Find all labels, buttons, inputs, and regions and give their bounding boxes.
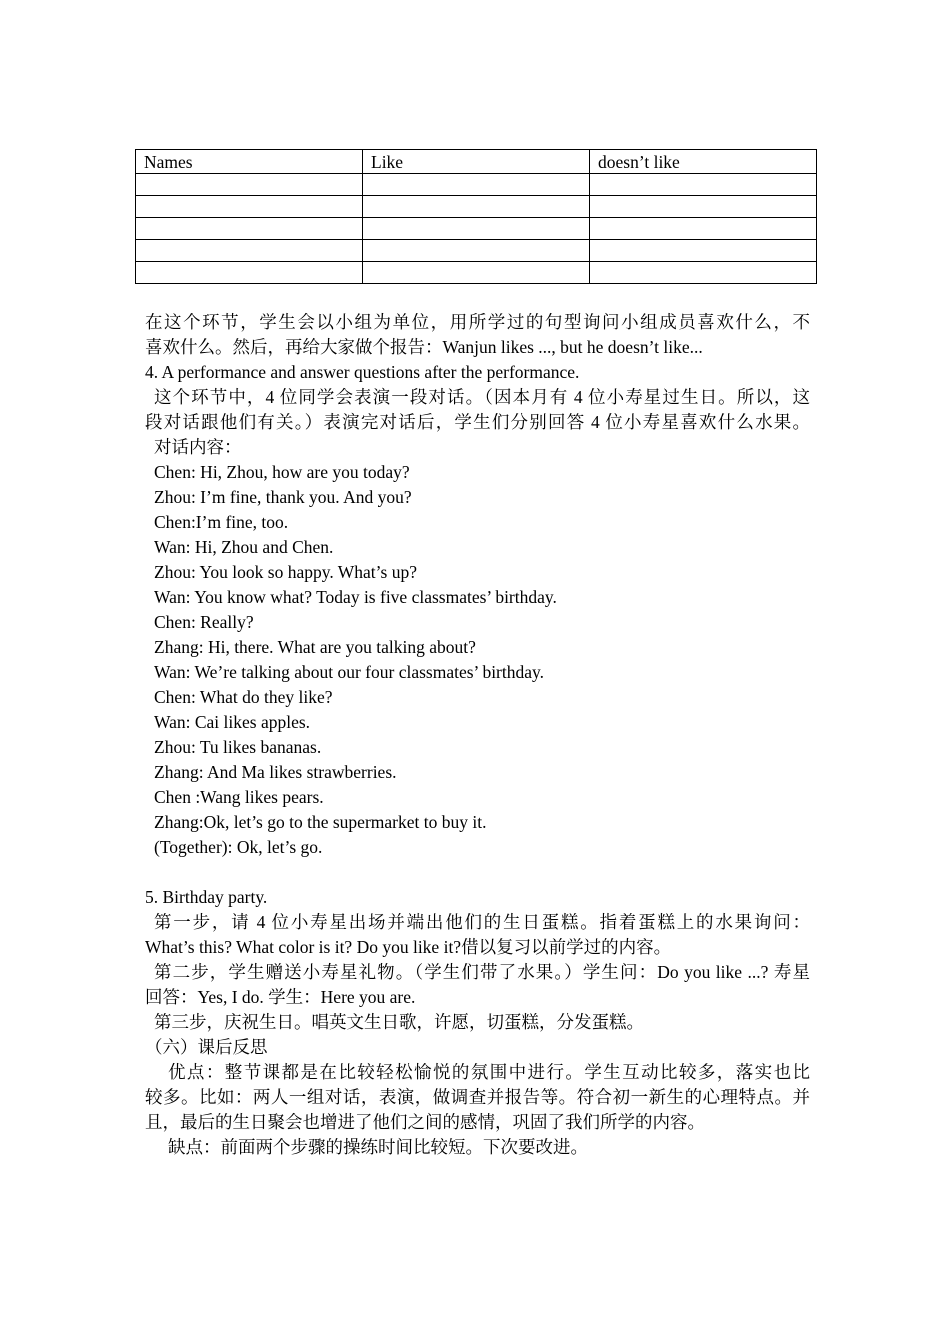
table-row (136, 174, 817, 196)
table-cell (136, 240, 363, 262)
table-cell (136, 218, 363, 240)
dialogue-line: Zhang: And Ma likes strawberries. (154, 762, 397, 782)
dialogue-line: Wan: Cai likes apples. (154, 712, 311, 732)
blank-line (145, 860, 810, 885)
dialogue-line: Zhang:Ok, let’s go to the supermarket to buy it. (154, 812, 487, 832)
column-header-names: Names (136, 150, 363, 174)
table-cell (363, 218, 590, 240)
table-cell (363, 196, 590, 218)
dialogue-line: Chen: What do they like? (154, 687, 333, 707)
dialogue-heading: 对话内容： (154, 437, 242, 457)
table-cell (590, 240, 817, 262)
dialogue-line: Zhou: Tu likes bananas. (154, 737, 322, 757)
paragraph-line: 在这个环节，学生会以小组为单位，用所学过的句型询问小组成员喜欢什么，不 (145, 312, 810, 332)
paragraph-line: 回答：Yes, I do. 学生：Here you are. (145, 987, 416, 1007)
table-row (136, 262, 817, 284)
table-row (136, 218, 817, 240)
table-cell (136, 174, 363, 196)
table-cell (363, 174, 590, 196)
table-cell (590, 174, 817, 196)
table-cell (363, 262, 590, 284)
table-row (136, 240, 817, 262)
dialogue-line: (Together): Ok, let’s go. (154, 837, 323, 857)
paragraph-line: 且，最后的生日聚会也增进了他们之间的感情，巩固了我们所学的内容。 (145, 1112, 705, 1132)
column-header-doesnt-like: doesn’t like (590, 150, 817, 174)
survey-table (135, 149, 817, 284)
paragraph-line: 第三步，庆祝生日。唱英文生日歌，许愿，切蛋糕，分发蛋糕。 (154, 1012, 644, 1032)
section-heading: （六）课后反思 (145, 1037, 268, 1057)
paragraph-line: 较多。比如：两人一组对话，表演，做调查并报告等。符合初一新生的心理特点。并 (145, 1087, 810, 1107)
table-cell (136, 262, 363, 284)
section-heading: 5. Birthday party. (145, 887, 268, 907)
section-heading: 4. A performance and answer questions after the performance. (145, 362, 580, 382)
paragraph-line: 这个环节中，4 位同学会表演一段对话。（因本月有 4 位小寿星过生日。所以，这 (154, 387, 810, 407)
dialogue-line: Wan: You know what? Today is five classmates’ birthday. (154, 587, 557, 607)
dialogue-line: Chen: Hi, Zhou, how are you today? (154, 462, 410, 482)
paragraph-line: 缺点：前面两个步骤的操练时间比较短。下次要改进。 (168, 1137, 588, 1157)
table-cell (136, 196, 363, 218)
dialogue-line: Wan: We’re talking about our four classmates’ birthday. (154, 662, 544, 682)
document-body (145, 310, 810, 1160)
dialogue-line: Zhou: I’m fine, thank you. And you? (154, 487, 412, 507)
table-header-row (136, 150, 817, 174)
table-cell (590, 196, 817, 218)
paragraph-line: 优点：整节课都是在比较轻松愉悦的氛围中进行。学生互动比较多，落实也比 (168, 1062, 810, 1082)
paragraph-line: 喜欢什么。然后，再给大家做个报告：Wanjun likes ..., but he doesn’t like... (145, 337, 703, 357)
paragraph-line: 段对话跟他们有关。）表演完对话后，学生们分别回答 4 位小寿星喜欢什么水果。 (145, 412, 810, 432)
table-cell (590, 218, 817, 240)
table-cell (363, 240, 590, 262)
column-header-like: Like (363, 150, 590, 174)
dialogue-line: Wan: Hi, Zhou and Chen. (154, 537, 334, 557)
dialogue-line: Chen: Really? (154, 612, 254, 632)
dialogue-line: Chen :Wang likes pears. (154, 787, 324, 807)
paragraph-line: What’s this? What color is it? Do you like it?借以复习以前学过的内容。 (145, 937, 672, 957)
paragraph-line: 第一步，请 4 位小寿星出场并端出他们的生日蛋糕。指着蛋糕上的水果询问： (154, 912, 810, 932)
dialogue-line: Zhou: You look so happy. What’s up? (154, 562, 417, 582)
dialogue-line: Zhang: Hi, there. What are you talking about? (154, 637, 476, 657)
table-row (136, 196, 817, 218)
table-cell (590, 262, 817, 284)
paragraph-line: 第二步，学生赠送小寿星礼物。（学生们带了水果。）学生问：Do you like ...? 寿星 (154, 962, 810, 982)
dialogue-line: Chen:I’m fine, too. (154, 512, 289, 532)
